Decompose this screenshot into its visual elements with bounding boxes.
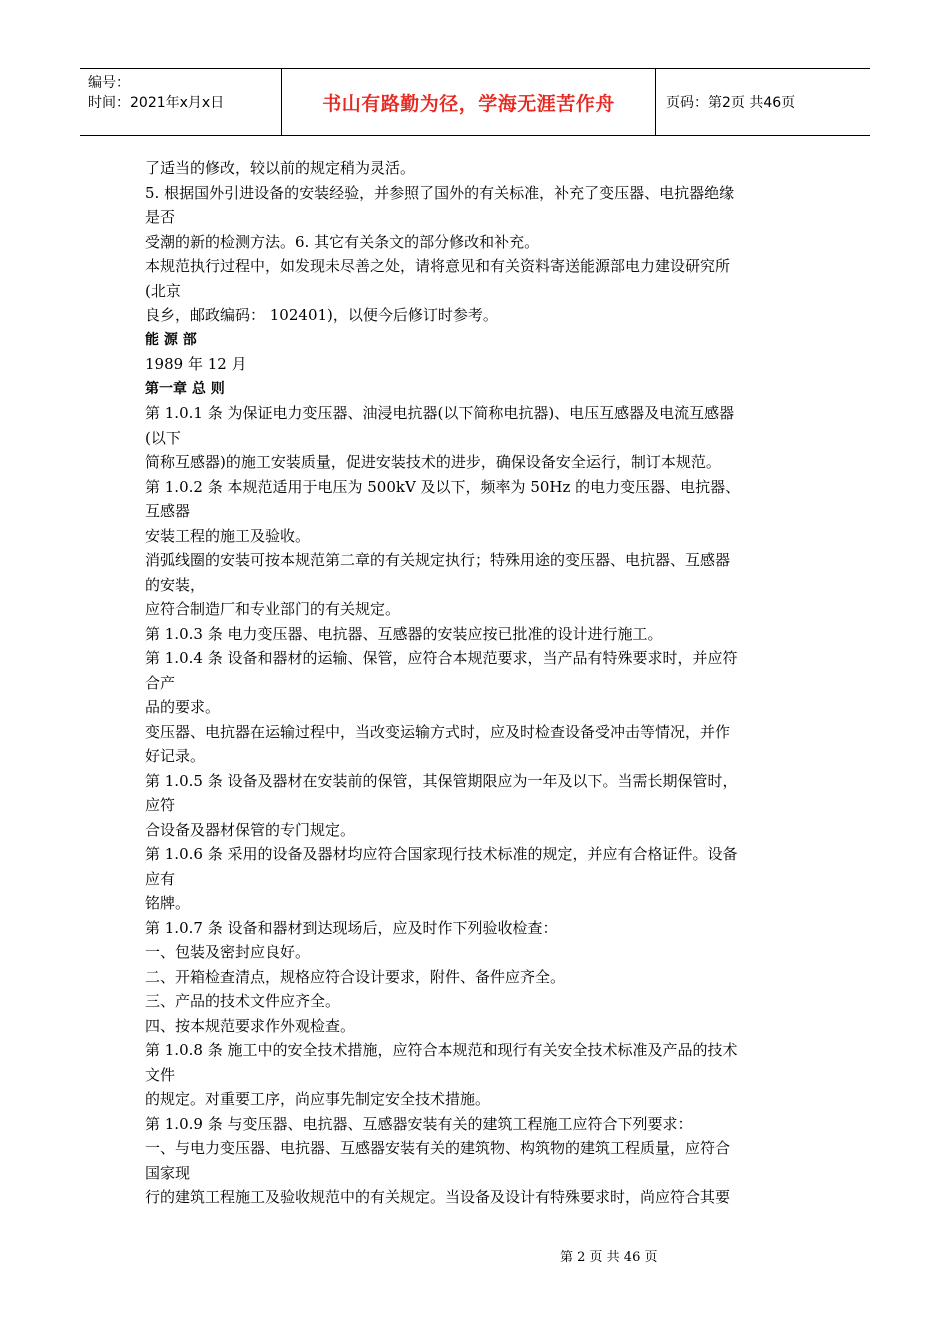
body-line: 本规范执行过程中，如发现未尽善之处，请将意见和有关资料寄送能源部电力建设研究所 <box>145 257 731 275</box>
body-line: 第 1.0.1 条 为保证电力变压器、油浸电抗器(以下简称电抗器)、电压互感器及电流互感器 <box>145 404 735 422</box>
body-line: 消弧线圈的安装可按本规范第二章的有关规定执行；特殊用途的变压器、电抗器、互感器 <box>145 551 731 569</box>
body-line: 品的要求。 <box>145 698 221 716</box>
body-line: 第 1.0.5 条 设备及器材在安装前的保管，其保管期限应为一年及以下。当需长期保管时， <box>145 771 738 790</box>
body-line: 好记录。 <box>145 747 206 765</box>
body-line: 应符 <box>145 796 176 814</box>
body-line: 第 1.0.2 条 本规范适用于电压为 500kV 及以下，频率为 50Hz 的电力变压器、电抗器、 <box>145 477 741 496</box>
body-line: 国家现 <box>145 1163 191 1182</box>
body-line: 简称互感器)的施工安装质量，促进安装技术的进步，确保设备安全运行，制订本规范。 <box>145 453 721 471</box>
document-date-label: 时间：2021年x月x日 <box>88 95 225 111</box>
body-line: 受潮的新的检测方法。6. 其它有关条文的部分修改和补充。 <box>145 232 540 251</box>
body-line: 应有 <box>145 869 176 888</box>
body-line: 第 1.0.4 条 设备和器材的运输、保管，应符合本规范要求，当产品有特殊要求时，并应符 <box>145 649 738 667</box>
page-info-text: 页码：第2页 共46页 <box>666 95 796 111</box>
body-line: 第 1.0.8 条 施工中的安全技术措施，应符合本规范和现行有关安全技术标准及产品的技术 <box>145 1041 738 1059</box>
body-line: 第 1.0.7 条 设备和器材到达现场后，应及时作下列验收检查： <box>145 918 558 937</box>
document-number-label: 编号： <box>88 75 130 91</box>
body-line: 第 1.0.3 条 电力变压器、电抗器、互感器的安装应按已批准的设计进行施工。 <box>145 624 663 643</box>
body-line: 安装工程的施工及验收。 <box>145 526 311 545</box>
body-line: 合产 <box>145 673 176 692</box>
header-meta <box>80 69 282 135</box>
body-line: (北京 <box>145 281 181 300</box>
body-line: 铭牌。 <box>145 894 191 912</box>
header-page-info <box>656 69 870 135</box>
body-line: 变压器、电抗器在运输过程中，当改变运输方式时，应及时检查设备受冲击等情况，并作 <box>145 722 731 741</box>
page-footer <box>560 1246 657 1265</box>
body-line: 是否 <box>145 208 176 226</box>
body-line: 良乡，邮政编码： 102401)，以便今后修订时参考。 <box>145 306 498 324</box>
body-line: 应符合制造厂和专业部门的有关规定。 <box>145 600 401 618</box>
body-line: 了适当的修改，较以前的规定稍为灵活。 <box>145 159 416 177</box>
signature-ministry: 能 源 部 <box>145 331 197 348</box>
body-line: (以下 <box>145 428 181 447</box>
body-line: 文件 <box>145 1065 176 1084</box>
body-line: 5. 根据国外引进设备的安装经验，并参照了国外的有关标准，补充了变压器、电抗器绝缘 <box>145 183 735 202</box>
body-line: 的安装， <box>145 575 206 594</box>
page-header <box>80 68 870 136</box>
list-item: 三、产品的技术文件应齐全。 <box>145 992 341 1010</box>
list-item: 一、与电力变压器、电抗器、互感器安装有关的建筑物、构筑物的建筑工程质量，应符合 <box>145 1139 731 1157</box>
list-item: 一、包装及密封应良好。 <box>145 943 311 961</box>
body-line: 行的建筑工程施工及验收规范中的有关规定。当设备及设计有特殊要求时，尚应符合其要 <box>145 1188 731 1206</box>
list-item: 二、开箱检查清点，规格应符合设计要求，附件、备件应齐全。 <box>145 967 566 986</box>
footer-page-number: 第 2 页 共 46 页 <box>560 1250 658 1265</box>
chapter-title: 第一章 总 则 <box>145 380 225 397</box>
body-line: 的规定。对重要工序，尚应事先制定安全技术措施。 <box>145 1090 491 1108</box>
body-line: 互感器 <box>145 502 191 520</box>
header-motto <box>282 69 656 135</box>
signature-date: 1989 年 12 月 <box>145 355 247 373</box>
document-body <box>145 156 805 1210</box>
body-line: 合设备及器材保管的专门规定。 <box>145 820 356 839</box>
body-line: 第 1.0.9 条 与变压器、电抗器、互感器安装有关的建筑工程施工应符合下列要求： <box>145 1114 693 1133</box>
list-item: 四、按本规范要求作外观检查。 <box>145 1016 356 1035</box>
body-line: 第 1.0.6 条 采用的设备及器材均应符合国家现行技术标准的规定，并应有合格证件。设备 <box>145 845 738 863</box>
motto-text: 书山有路勤为径，学海无涯苦作舟 <box>322 92 615 115</box>
